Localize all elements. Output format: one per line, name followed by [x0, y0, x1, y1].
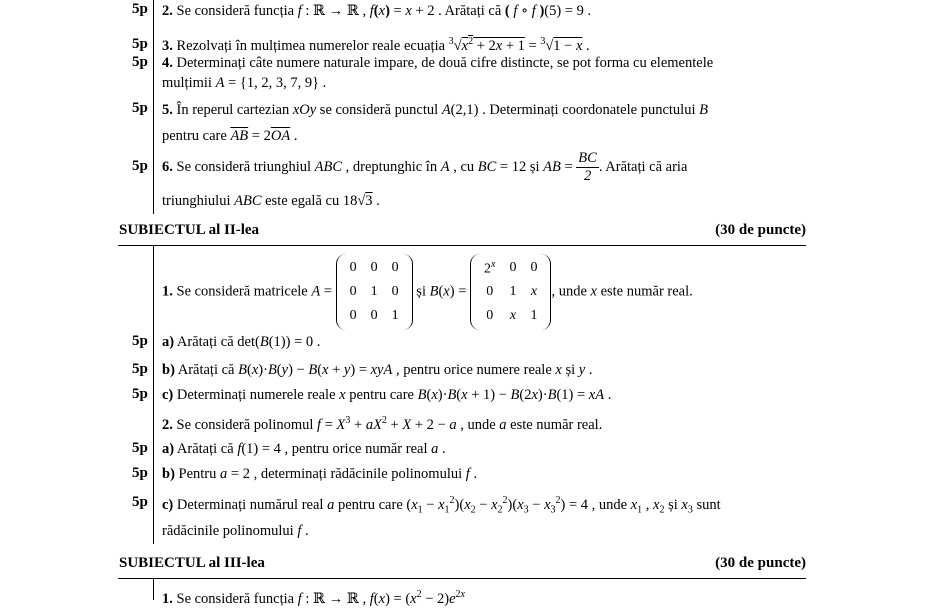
- section3-rule: [118, 578, 806, 579]
- section2-rule: [118, 245, 806, 246]
- s1-item2: 2. Se consideră funcția f : ℝ → ℝ , f(x) = x + 2 . Arătați că ( f ∘ f )(5) = 9 .: [162, 3, 592, 19]
- points-s2-2b: 5p: [132, 465, 148, 481]
- s1-item5-line2: pentru care $\overline{AB} = 2\overline{OA}$ .: [162, 128, 298, 144]
- s2-item1b: b) Arătați că B(x)·B(y) − B(x + y) = xyA , pentru orice numere reale x și y .: [162, 362, 593, 378]
- points-s1-4: 5p: [132, 54, 148, 70]
- s2-item1c: c) Determinați numerele reale x pentru care B(x)·B(x + 1) − B(2x)·B(1) = xA .: [162, 387, 612, 403]
- s2-item2b: b) Pentru a = 2 , determinați rădăcinile polinomului f .: [162, 466, 478, 482]
- matrix-a: 0 0 0 0 1 0 0 0 1: [336, 254, 413, 330]
- section3-points: (30 de puncte): [715, 555, 806, 571]
- section3-title: SUBIECTUL al III-lea: [119, 555, 265, 571]
- s2-item2c-line2: rădăcinile polinomului f .: [162, 523, 309, 539]
- points-s2-1c: 5p: [132, 386, 148, 402]
- s1-item6-line1: 6. Se consideră triunghiul ABC , dreptunghic în A , cu BC = 12 și AB = $\frac{BC}{2}$ . Arătați că aria: [162, 150, 688, 184]
- s1-item3: 3. Rezolvați în mulțimea numerelor reale ecuația $^3√x^2 + 2x + 1 = ^3√1 - x$ .: [162, 36, 590, 54]
- points-s1-5: 5p: [132, 100, 148, 116]
- s2-item1-intro: 1. Se consideră matricele A = 0 0 0 0 1 0 0 0 1 și B(x) = 2$^x$ 0 0 0 1 x 0 x 1 , unde x este număr real.: [162, 254, 693, 330]
- s1-item4-line2: mulțimii A = {1, 2, 3, 7, 9} .: [162, 75, 327, 91]
- matrix-b: 2$^x$ 0 0 0 1 x 0 x 1: [470, 254, 551, 330]
- s1-item5-line1: 5. În reperul cartezian xOy se consideră punctul A(2,1) . Determinați coordonatele punctului B: [162, 102, 708, 118]
- section2-title: SUBIECTUL al II-lea: [119, 222, 260, 238]
- points-s2-2a: 5p: [132, 440, 148, 456]
- points-s2-2c: 5p: [132, 494, 148, 510]
- points-s2-1a: 5p: [132, 333, 148, 349]
- section2-points: (30 de puncte): [715, 222, 806, 238]
- s1-item4-line1: 4. Determinați câte numere naturale impare, de două cifre distincte, se pot forma cu elementele: [162, 55, 714, 71]
- s2-item2a: a) Arătați că f(1) = 4 , pentru orice număr real a .: [162, 441, 446, 457]
- points-s1-3: 5p: [132, 36, 148, 52]
- section2-divider: [153, 246, 154, 544]
- s2-item2-intro: 2. Se consideră polinomul $f = X^3 + aX^2 + X + 2 - a$ , unde a este număr real.: [162, 415, 603, 433]
- s1-item6-line2: triunghiului ABC este egală cu 18√3 .: [162, 193, 380, 209]
- points-s2-1b: 5p: [132, 361, 148, 377]
- s3-item1-intro: 1. Se consideră funcția f : ℝ → ℝ , $f(x) = (x^2 - 2)e^{2x}$: [162, 589, 465, 607]
- s2-item2c-line1: c) Determinați numărul real a pentru care $(x_1 - x_1^2)(x_2 - x_2^2)(x_3 - x_3^2) = 4$ , unde $x_1$ , $x_2$ și $x_3$ sunt: [162, 495, 721, 516]
- s2-item1a: a) Arătați că det(B(1)) = 0 .: [162, 334, 321, 350]
- points-s1-6: 5p: [132, 158, 148, 174]
- section3-divider: [153, 579, 154, 600]
- section1-divider: [153, 0, 154, 214]
- points-s1-2: 5p: [132, 1, 148, 17]
